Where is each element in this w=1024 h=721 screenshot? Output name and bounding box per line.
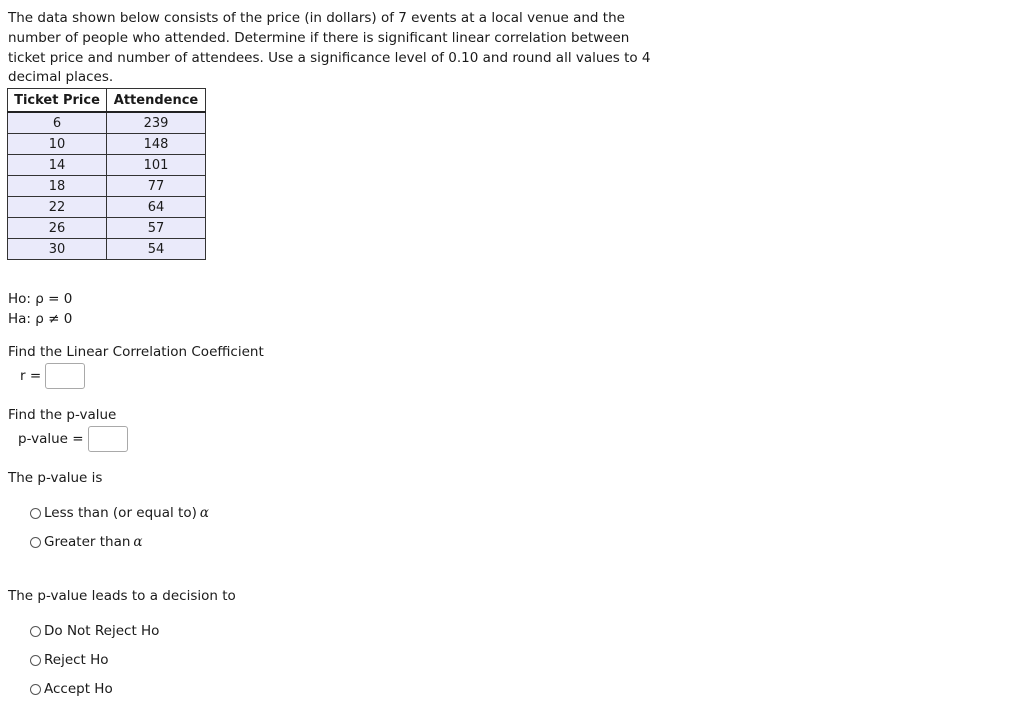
r-label: r =: [20, 368, 42, 384]
radio-icon[interactable]: [30, 684, 41, 695]
option-label: Accept Ho: [44, 681, 113, 697]
r-answer-row: [20, 363, 85, 389]
cell-attendence: 54: [107, 239, 206, 260]
table-row: [8, 112, 206, 134]
cell-attendence: 239: [107, 112, 206, 134]
table-header-attendence: Attendence: [107, 89, 206, 113]
radio-icon[interactable]: [30, 655, 41, 666]
table-row: [8, 239, 206, 260]
cell-ticket-price: 30: [8, 239, 107, 260]
cell-ticket-price: 10: [8, 134, 107, 155]
option-label: Do Not Reject Ho: [44, 623, 160, 639]
option-greater-than-alpha[interactable]: [30, 534, 143, 550]
cell-attendence: 77: [107, 176, 206, 197]
p-value-label: p-value =: [18, 431, 84, 447]
table-header-ticket-price: Ticket Price: [8, 89, 107, 113]
comparison-question-prompt: The p-value is: [8, 470, 103, 486]
alpha-symbol: α: [133, 534, 143, 550]
alpha-symbol: α: [199, 505, 209, 521]
cell-attendence: 101: [107, 155, 206, 176]
cell-attendence: 148: [107, 134, 206, 155]
radio-icon[interactable]: [30, 537, 41, 548]
cell-ticket-price: 26: [8, 218, 107, 239]
option-reject-ho[interactable]: [30, 652, 109, 668]
cell-attendence: 57: [107, 218, 206, 239]
option-label: Greater than: [44, 534, 131, 550]
table-row: [8, 197, 206, 218]
option-do-not-reject-ho[interactable]: [30, 623, 159, 639]
decision-question-prompt: The p-value leads to a decision to: [8, 588, 236, 604]
null-hypothesis: Ho: ρ = 0: [8, 291, 73, 307]
table-row: [8, 134, 206, 155]
p-value-answer-row: [18, 426, 128, 452]
radio-icon[interactable]: [30, 508, 41, 519]
option-label: Less than (or equal to): [44, 505, 197, 521]
table-row: [8, 176, 206, 197]
cell-attendence: 64: [107, 197, 206, 218]
option-label: Reject Ho: [44, 652, 109, 668]
problem-statement: The data shown below consists of the price (in dollars) of 7 events at a local venue and the number of people who attended. Determine if there is significant linear correlation between ticket price and number of attendees. Use a significance level of 0.10 and round all values to 4 decimal places.: [8, 10, 651, 86]
p-value-question-prompt: Find the p-value: [8, 407, 117, 423]
cell-ticket-price: 14: [8, 155, 107, 176]
r-question-prompt: Find the Linear Correlation Coefficient: [8, 344, 264, 360]
cell-ticket-price: 6: [8, 112, 107, 134]
data-table: [7, 88, 206, 260]
table-row: [8, 218, 206, 239]
alternative-hypothesis: Ha: ρ ≠ 0: [8, 311, 73, 327]
cell-ticket-price: 22: [8, 197, 107, 218]
p-value-input[interactable]: [88, 426, 128, 452]
option-less-than-alpha[interactable]: [30, 505, 209, 521]
table-row: [8, 155, 206, 176]
cell-ticket-price: 18: [8, 176, 107, 197]
r-input[interactable]: [45, 363, 85, 389]
radio-icon[interactable]: [30, 626, 41, 637]
option-accept-ho[interactable]: [30, 681, 113, 697]
